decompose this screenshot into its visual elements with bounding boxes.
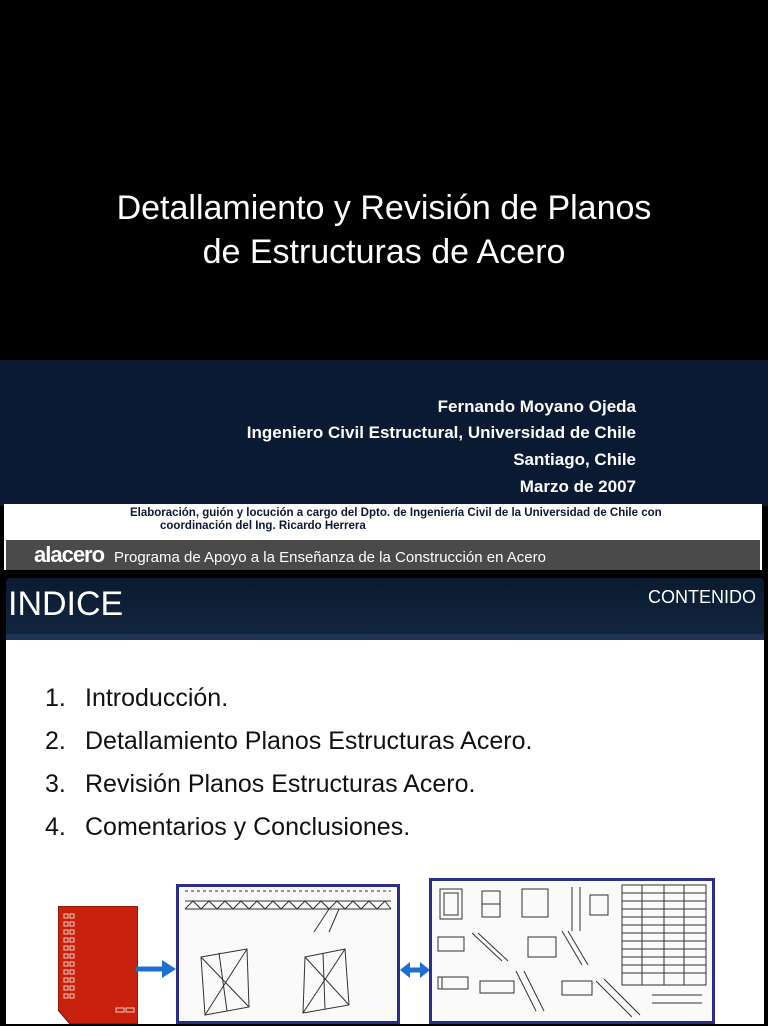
alacero-logo: alacero — [34, 542, 105, 567]
truss-drawing-icon — [179, 887, 397, 1021]
document-stack-icon — [58, 906, 138, 1024]
index-number: 1. — [45, 684, 66, 712]
index-item-1 — [45, 684, 228, 713]
structural-plan-thumbnail — [176, 884, 400, 1024]
arrow-right-icon — [136, 958, 178, 980]
section-tag: CONTENIDO — [648, 587, 756, 607]
slide-title-line-1: Detallamiento y Revisión de Planos — [116, 189, 652, 227]
slide-title-line-2: de Estructuras de Acero — [202, 233, 566, 271]
index-label: Revisión Planos Estructuras Acero. — [85, 770, 476, 798]
author-location: Santiago, Chile — [513, 450, 636, 469]
detail-drawing-icon — [432, 881, 712, 1021]
author-role: Ingeniero Civil Estructural, Universidad de Chile — [246, 423, 636, 442]
index-number: 2. — [45, 727, 66, 755]
index-number: 3. — [45, 770, 66, 798]
index-number: 4. — [45, 813, 66, 841]
author-date: Marzo de 2007 — [519, 477, 636, 496]
credits-line-2: coordinación del Ing. Ricardo Herrera — [160, 520, 366, 532]
credits-line-1: Elaboración, guión y locución a cargo del Dpto. de Ingeniería Civil de la Universidad de Chile con — [130, 507, 662, 519]
index-item-3 — [45, 770, 475, 799]
index-label: Detallamiento Planos Estructuras Acero. — [85, 727, 533, 755]
detail-plan-thumbnail — [429, 878, 715, 1024]
slide-title — [0, 186, 768, 274]
program-text: Programa de Apoyo a la Enseñanza de la Construcción en Acero — [114, 549, 546, 566]
index-label: Comentarios y Conclusiones. — [85, 813, 411, 841]
index-label: Introducción. — [85, 684, 229, 712]
credits-text — [130, 507, 750, 533]
index-item-4 — [45, 813, 410, 842]
author-name: Fernando Moyano Ojeda — [437, 397, 636, 416]
index-title: INDICE — [8, 585, 124, 623]
double-arrow-icon — [400, 959, 430, 981]
index-item-2 — [45, 727, 532, 756]
